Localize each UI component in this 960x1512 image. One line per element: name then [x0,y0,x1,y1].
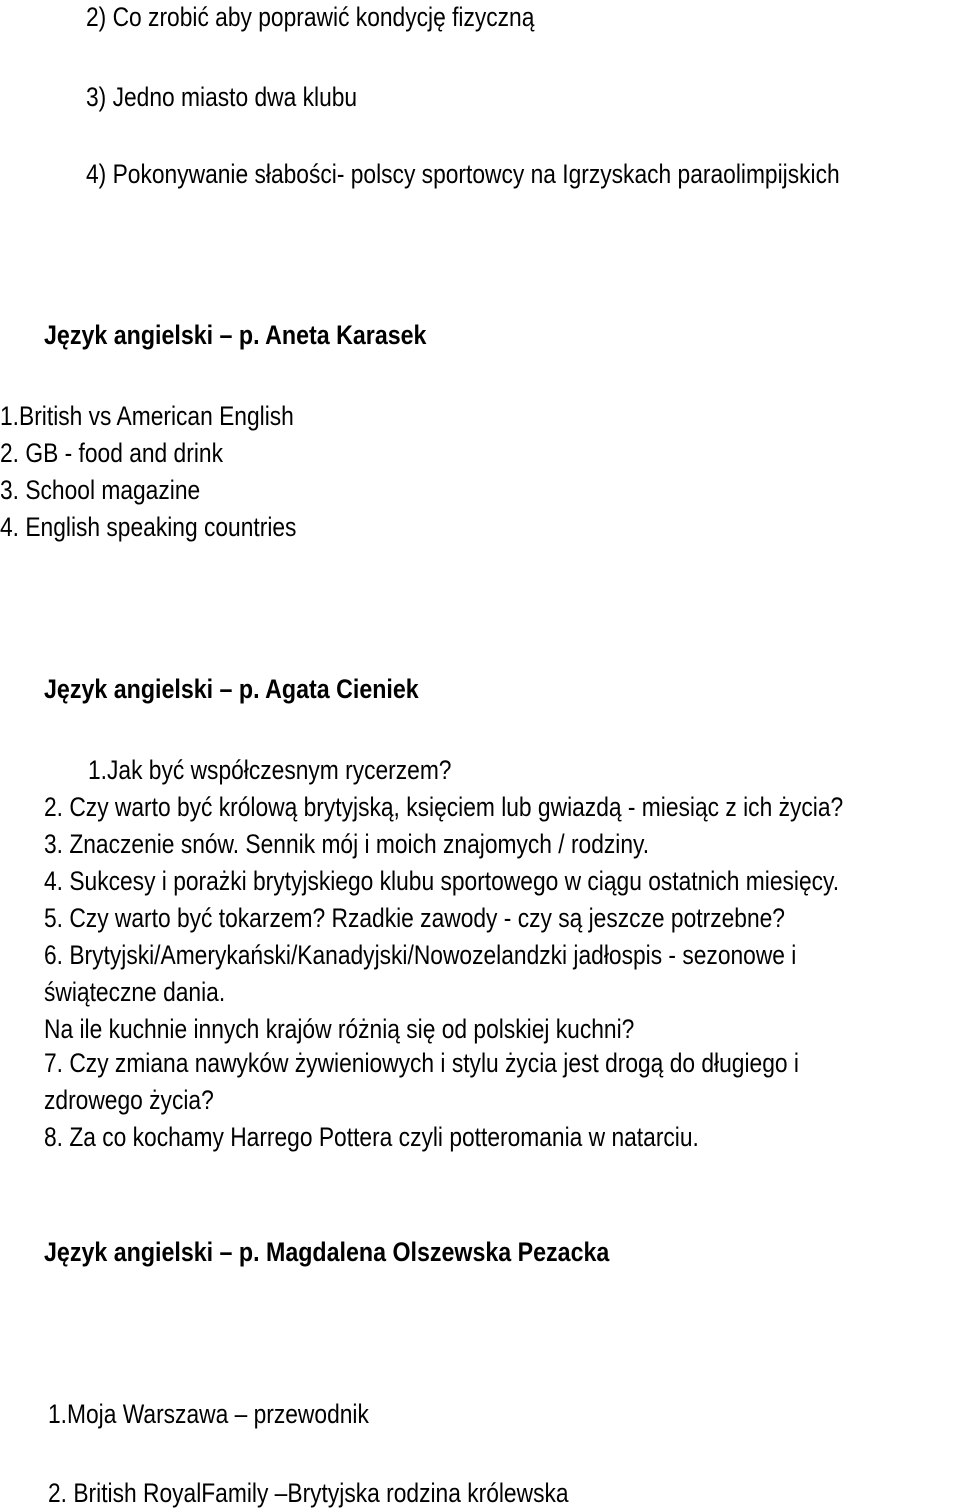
topic-item: 4. English speaking countries [0,512,297,542]
topic-item: 2. British RoyalFamily –Brytyjska rodzina królewska [48,1478,569,1508]
topic-item-continuation: zdrowego życia? [44,1085,214,1115]
topic-item: 8. Za co kochamy Harrego Pottera czyli potteromania w natarciu. [44,1122,699,1152]
topic-item: 3) Jedno miasto dwa klubu [86,82,358,112]
topic-item: 5. Czy warto być tokarzem? Rzadkie zawody - czy są jeszcze potrzebne? [44,903,785,933]
topic-item: 1.British vs American English [0,401,294,431]
section-heading-cieniek: Język angielski – p. Agata Cieniek [44,674,419,704]
topic-item: 7. Czy zmiana nawyków żywieniowych i stylu życia jest drogą do długiego i [44,1048,799,1078]
topic-item: 6. Brytyjski/Amerykański/Kanadyjski/Nowozelandzki jadłospis - sezonowe i [44,940,797,970]
section-heading-karasek: Język angielski – p. Aneta Karasek [44,320,427,350]
topic-item: 4) Pokonywanie słabości- polscy sportowcy na Igrzyskach paraolimpijskich [86,159,840,189]
section-heading-olszewska: Język angielski – p. Magdalena Olszewska Pezacka [44,1237,610,1267]
topic-item: 2. Czy warto być królową brytyjską, księciem lub gwiazdą - miesiąc z ich życia? [44,792,844,822]
topic-item: 1.Jak być współczesnym rycerzem? [88,755,452,785]
topic-item: 4. Sukcesy i porażki brytyjskiego klubu sportowego w ciągu ostatnich miesięcy. [44,866,840,896]
topic-item: 3. School magazine [0,475,201,505]
topic-item: 2. GB - food and drink [0,438,223,468]
topic-item: 1.Moja Warszawa – przewodnik [48,1399,369,1429]
topic-item-continuation: świąteczne dania. [44,977,226,1007]
topic-item: 3. Znaczenie snów. Sennik mój i moich znajomych / rodziny. [44,829,650,859]
topic-item: 2) Co zrobić aby poprawić kondycję fizyczną [86,2,535,32]
topic-item-continuation: Na ile kuchnie innych krajów różnią się od polskiej kuchni? [44,1014,635,1044]
